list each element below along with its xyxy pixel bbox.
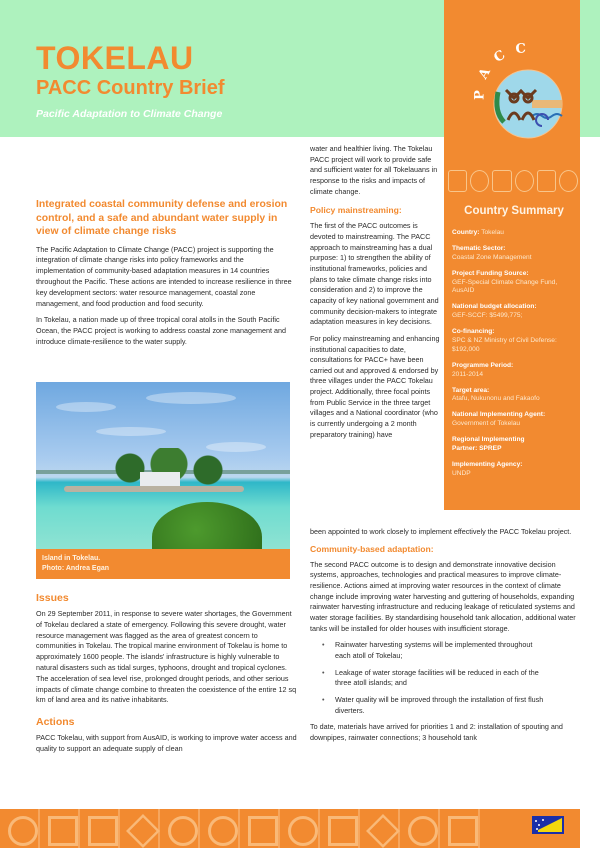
summary-value: Tokelau xyxy=(481,229,504,236)
list-item: • Water quality will be improved through the installation of first flush diverters. xyxy=(322,695,547,716)
country-summary xyxy=(452,205,576,486)
photo-shrub xyxy=(152,502,262,549)
summary-value: UNDP xyxy=(452,469,471,477)
flag-star xyxy=(542,819,544,821)
flag-star xyxy=(538,824,540,826)
summary-value: GEF-SCCF: $5499,775; xyxy=(452,312,523,320)
community-bullet-list xyxy=(322,640,580,716)
summary-item-period xyxy=(452,362,576,380)
summary-label: Country: xyxy=(452,229,480,236)
intro-paragraph: The Pacific Adaptation to Climate Change (PACC) project is supporting the integration of climate change risks into policy frameworks and the implementation of community-based adaptation measures in 14 countries throughout the Pacific. These actions are intended to increase resilience in three key development sectors: water resource management, coastal zone management, and food production and food security. xyxy=(36,244,292,308)
pattern-motif xyxy=(537,170,556,192)
community-paragraph: The second PACC outcome is to design and demonstrate innovative decision systems, approaches, technologies and practical measures to improve climate-resilience. Actions aimed at improving water resources in the context of climate change include improving water harvesting and guttering of households, expanding rainwater harvesting infrastructure and reducing leakage of reticulated systems and water storage facilities. By standardising household tank allocation, additional water tanks will be installed for older houses with insufficient storage. xyxy=(310,559,576,633)
flag-base-stripe xyxy=(538,830,562,832)
issues-heading: Issues xyxy=(36,592,69,604)
summary-item-national-agent xyxy=(452,411,576,429)
pacc-logo xyxy=(470,40,580,150)
summary-item-regional-partner xyxy=(452,436,576,454)
footer-motif xyxy=(360,809,400,848)
footer-motif xyxy=(400,809,440,848)
summary-value: Government of Tokelau xyxy=(452,420,521,428)
pattern-motif xyxy=(492,170,511,192)
footer-motif xyxy=(280,809,320,848)
footer-motif xyxy=(320,809,360,848)
photo-house xyxy=(140,472,180,486)
summary-item-budget xyxy=(452,303,576,321)
photo-islet xyxy=(64,486,244,492)
footer-motif xyxy=(240,809,280,848)
flag-star xyxy=(535,820,537,822)
summary-value: GEF-Special Climate Change Fund, AusAID xyxy=(452,278,558,295)
summary-label: Project Funding Source: xyxy=(452,269,529,277)
summary-value: SPC & NZ Ministry of Civil Defense: $192,000 xyxy=(452,337,557,353)
community-closing-paragraph: To date, materials have arrived for priorities 1 and 2: installation of spouting and downpipes, rainwater connections; 3 household tank xyxy=(310,722,563,742)
photo-cloud xyxy=(56,402,116,412)
actions-heading: Actions xyxy=(36,716,75,729)
logo-acronym: P A C C xyxy=(472,41,530,101)
footer-motif xyxy=(120,809,160,848)
summary-value: 2011-2014 xyxy=(452,370,484,378)
policy-paragraph: For policy mainstreaming and enhancing institutional capacities to date, consultations for PACC+ have been carried out and approved & endorsed by three villages under the PACC Tokelau project. Additionally, three focal points from Public Service in the three target villages and a National coordinator (who is currently undergoing a 2 month preparatory training) have xyxy=(310,333,440,439)
summary-label: Target area: xyxy=(452,386,490,394)
pattern-motif xyxy=(470,170,489,192)
footer-motif xyxy=(40,809,80,848)
tagline: Pacific Adaptation to Climate Change xyxy=(36,108,223,120)
island-photo xyxy=(36,382,290,549)
community-section xyxy=(310,527,580,750)
photo-cloud xyxy=(96,427,166,436)
intro-heading: Integrated coastal community defense and erosion control, and a safe and abundant water supply in view of climate change risks xyxy=(36,199,288,238)
footer-motif xyxy=(0,809,40,848)
summary-item-target-area xyxy=(452,387,576,405)
summary-label: Co-financing: xyxy=(452,328,495,336)
summary-item-cofinancing xyxy=(452,328,576,355)
summary-item-funding xyxy=(452,270,576,297)
summary-value: Atafu, Nukunonu and Fakaofo xyxy=(452,395,540,403)
summary-item-agency xyxy=(452,461,576,479)
actions-paragraph: PACC Tokelau, with support from AusAID, is working to improve water access and quality to support an adequate supply of clean xyxy=(36,733,297,753)
logo-sand-band xyxy=(532,100,562,108)
pattern-motif xyxy=(448,170,467,192)
footer-motif xyxy=(160,809,200,848)
flag-star xyxy=(536,828,538,830)
summary-label: Programme Period: xyxy=(452,361,514,369)
community-heading: Community-based adaptation: xyxy=(310,543,434,554)
summary-label: Implementing Agency: xyxy=(452,460,523,468)
footer-motif xyxy=(440,809,480,848)
footer-motif xyxy=(200,809,240,848)
issues-actions-section xyxy=(36,592,298,761)
pattern-motif xyxy=(515,170,534,192)
country-summary-heading: Country Summary xyxy=(464,205,564,217)
summary-value: Coastal Zone Management xyxy=(452,253,532,261)
caption-credit: Photo: Andrea Egan xyxy=(42,564,110,572)
photo-caption xyxy=(36,549,290,579)
summary-label: Thematic Sector: xyxy=(452,244,506,252)
policy-paragraph: The first of the PACC outcomes is devoted to mainstreaming. The PACC approach to mainstreaming has a dual purpose: 1) to strengthen the ability of institutional frameworks, policies and plans to take climate change risks into consideration and 2) to improve the capacity of key national government and community decision-makers to integrate adaptation measures in key decisions. xyxy=(310,221,439,327)
summary-value: Partner: SPREP xyxy=(452,445,502,453)
pattern-motif xyxy=(559,170,578,192)
intro-section xyxy=(36,198,294,354)
policy-paragraph-end: been appointed to work closely to implement effectively the PACC Tokelau project. xyxy=(310,527,572,536)
page-subtitle: PACC Country Brief xyxy=(36,77,225,99)
list-item: • Rainwater harvesting systems will be implemented throughout each atoll of Tokelau; xyxy=(322,640,547,661)
summary-label: National Implementing Agent: xyxy=(452,411,546,419)
intro-paragraph: In Tokelau, a nation made up of three tropical coral atolls in the South Pacific Ocean, the PACC project is working to address coastal zone management and introduce climate-resilience to the water supply. xyxy=(36,315,286,346)
photo-cloud xyxy=(146,392,236,404)
footer-pattern-band xyxy=(0,809,580,848)
decorative-pattern-strip xyxy=(448,170,578,192)
issues-paragraph: On 29 September 2011, in response to severe water shortages, the Government of Tokelau declared a state of emergency. Following this severe drought, water resource management was flagged as the area of greatest concern to communities in Tokelau. The tropical marine environment of Tokelau is home to approximately 1600 people. The islands' infrastructure is highly vulnerable to natural disasters such as tidal surges, typhoons, drought and tropical cyclones. The acceleration of sea level rise, prolonged drought periods, and other serious impacts of climate change combine to threaten the coexistence of the entire 12 sq km of land area and its native inhabitants. xyxy=(36,609,297,705)
page-title: TOKELAU xyxy=(36,40,194,76)
summary-item-sector xyxy=(452,245,576,263)
summary-label: National budget allocation: xyxy=(452,303,537,311)
list-item: • Leakage of water storage facilities will be reduced in each of the three atoll islands; and xyxy=(322,668,547,689)
tokelau-flag-icon xyxy=(532,816,564,834)
policy-heading: Policy mainstreaming: xyxy=(310,205,402,216)
caption-title: Island in Tokelau. xyxy=(42,555,101,562)
middle-column xyxy=(310,144,440,440)
summary-item-country xyxy=(452,229,576,238)
actions-continued-paragraph: water and healthier living. The Tokelau PACC project will work to provide safe and sufficient water for all Tokelauans in response to the risks and impacts of climate change. xyxy=(310,144,438,196)
summary-label: Regional Implementing xyxy=(452,436,525,444)
footer-motif xyxy=(80,809,120,848)
